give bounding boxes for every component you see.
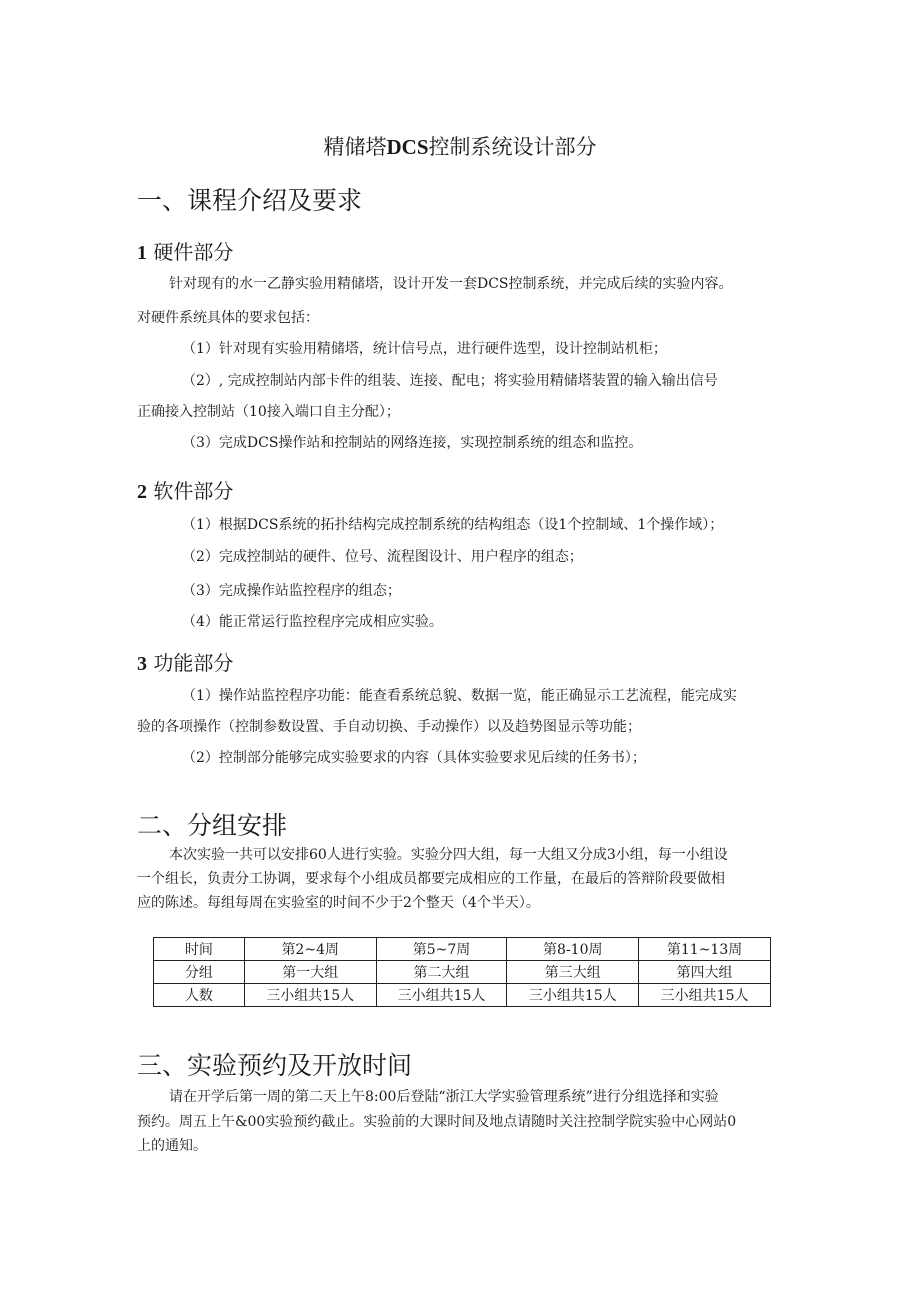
table-cell: 三小组共15人 bbox=[639, 984, 771, 1007]
hardware-intro: 针对现有的水一乙静实验用精储塔，设计开发一套DCS控制系统，并完成后续的实验内容。 bbox=[169, 276, 733, 292]
software-item-4: （4）能正常运行监控程序完成相应实验。 bbox=[182, 614, 443, 630]
hardware-item-2-cont: 正确接入控制站（10接入端口自主分配）； bbox=[137, 404, 400, 420]
hardware-item-3: （3）完成DCS操作站和控制站的网络连接，实现控制系统的组态和监控。 bbox=[182, 435, 643, 451]
section2-para-line1: 本次实验一共可以安排60人进行实验。实验分四大组，每一大组又分成3小组，每一小组设 bbox=[169, 847, 728, 863]
schedule-table bbox=[153, 937, 771, 1007]
hardware-item-1: （1）针对现有实验用精储塔，统计信号点，进行硬件选型，设计控制站机柜； bbox=[182, 341, 667, 357]
table-cell: 第5~7周 bbox=[376, 938, 507, 961]
table-cell: 分组 bbox=[154, 961, 245, 984]
section3-para-line2: 预约。周五上午&00实验预约截止。实验前的大课时间及地点请随时关注控制学院实验中心网站0 bbox=[137, 1114, 737, 1130]
table-row bbox=[154, 961, 771, 984]
table-row bbox=[154, 938, 771, 961]
table-cell: 第四大组 bbox=[639, 961, 771, 984]
table-cell: 三小组共15人 bbox=[376, 984, 507, 1007]
document-title: 精储塔DCS控制系统设计部分 bbox=[323, 135, 597, 159]
section3-para-line3: 上的通知。 bbox=[137, 1138, 207, 1154]
section2-para-line3: 应的陈述。每组每周在实验室的时间不少于2个整天（4个半天）。 bbox=[137, 895, 540, 911]
section3-heading: 三、实验预约及开放时间 bbox=[137, 1051, 413, 1080]
table-cell: 第2~4周 bbox=[244, 938, 376, 961]
section3-para-line1: 请在开学后第一周的第二天上午8:00后登陆“浙江大学实验管理系统”进行分组选择和实验 bbox=[169, 1089, 719, 1105]
function-heading: 3 功能部分 bbox=[137, 651, 234, 675]
section2-para-line2: 一个组长，负责分工协调，要求每个小组成员都要完成相应的工作量，在最后的答辩阶段要做相 bbox=[137, 871, 725, 887]
function-item-1-cont: 验的各项操作（控制参数设置、手自动切换、手动操作）以及趋势图显示等功能； bbox=[137, 719, 641, 735]
table-cell: 三小组共15人 bbox=[244, 984, 376, 1007]
software-item-2: （2）完成控制站的硬件、位号、流程图设计、用户程序的组态； bbox=[182, 549, 583, 565]
hardware-item-2: （2）, 完成控制站内部卡件的组装、连接、配电；将实验用精储塔装置的输入输出信号 bbox=[182, 373, 718, 389]
hardware-heading: 1 硬件部分 bbox=[137, 240, 234, 264]
section1-heading: 一、课程介绍及要求 bbox=[137, 186, 363, 215]
table-cell: 第三大组 bbox=[507, 961, 639, 984]
table-cell: 三小组共15人 bbox=[507, 984, 639, 1007]
table-cell: 第8-10周 bbox=[507, 938, 639, 961]
table-cell: 人数 bbox=[154, 984, 245, 1007]
function-item-1: （1）操作站监控程序功能：能查看系统总貌、数据一览，能正确显示工艺流程，能完成实 bbox=[182, 688, 737, 704]
software-item-3: （3）完成操作站监控程序的组态； bbox=[182, 583, 401, 599]
hardware-intro-cont: 对硬件系统具体的要求包括： bbox=[137, 310, 319, 326]
table-cell: 第11~13周 bbox=[639, 938, 771, 961]
table-cell: 第一大组 bbox=[244, 961, 376, 984]
section2-heading: 二、分组安排 bbox=[137, 811, 288, 840]
software-heading: 2 软件部分 bbox=[137, 479, 234, 503]
software-item-1: （1）根据DCS系统的拓扑结构完成控制系统的结构组态（设1个控制域、1个操作域）； bbox=[182, 517, 724, 533]
table-row bbox=[154, 984, 771, 1007]
table-cell: 第二大组 bbox=[376, 961, 507, 984]
table-cell: 时间 bbox=[154, 938, 245, 961]
function-item-2: （2）控制部分能够完成实验要求的内容（具体实验要求见后续的任务书）； bbox=[182, 750, 646, 766]
